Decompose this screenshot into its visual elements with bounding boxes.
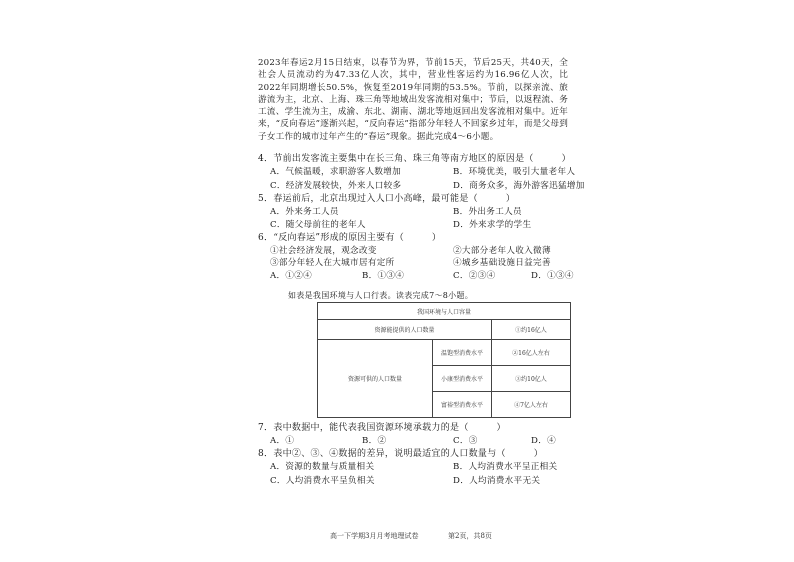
question-6-stem: 6．“反向春运”形成的原因主要有（ ） bbox=[258, 233, 442, 243]
table-title: 我国环境与人口容量 bbox=[318, 303, 571, 320]
question-7-option-d: D．④ bbox=[531, 436, 556, 446]
question-7-stem: 7．表中数据中，能代表我国资源环境承载力的是（ ） bbox=[258, 423, 506, 433]
table-level-3: 富裕型消费水平 bbox=[433, 392, 492, 418]
table-intro: 如表是我国环境与人口行表。读表完成7～8小题。 bbox=[288, 291, 474, 300]
question-4-option-b: B．环境优美，吸引大量老年人 bbox=[453, 167, 576, 177]
population-capacity-table bbox=[317, 302, 571, 418]
question-4-stem: 4．节前出发客流主要集中在长三角、珠三角等南方地区的原因是（ ） bbox=[258, 154, 571, 164]
question-8-option-c: C．人均消费水平呈负相关 bbox=[270, 476, 375, 486]
footer-exam-title: 高一下学期3月月考地理试卷 bbox=[330, 532, 419, 540]
question-7-option-c: C．③ bbox=[453, 436, 478, 446]
question-5-option-a: A．外来务工人员 bbox=[270, 207, 339, 217]
question-6-option-d: D．①③④ bbox=[531, 271, 574, 281]
table-value-2: ②16亿人左右 bbox=[492, 340, 571, 366]
question-5-option-b: B．外出务工人员 bbox=[453, 207, 522, 217]
question-6-option-c: C．②③④ bbox=[453, 271, 496, 281]
table-row1-value: ①约16亿人 bbox=[492, 320, 571, 340]
question-8-option-a: A．资源的数量与质量相关 bbox=[270, 462, 375, 472]
question-6-statement-4: ④城乡基础设施日益完善 bbox=[453, 258, 551, 268]
question-6-statement-3: ③部分年轻人在大城市居有定所 bbox=[270, 258, 395, 268]
table-level-1: 温饱型消费水平 bbox=[433, 340, 492, 366]
question-4-option-c: C．经济发展较快，外来人口较多 bbox=[270, 181, 402, 191]
question-5-option-d: D．外来求学的学生 bbox=[453, 220, 532, 230]
question-6-option-a: A．①②④ bbox=[270, 271, 313, 281]
question-8-option-b: B．人均消费水平呈正相关 bbox=[453, 462, 558, 472]
question-6-option-b: B．①③④ bbox=[362, 271, 405, 281]
question-4-option-a: A．气候温暖，求职游客人数增加 bbox=[270, 167, 402, 177]
question-7-option-b: B．② bbox=[362, 436, 387, 446]
table-level-2: 小康型消费水平 bbox=[433, 366, 492, 392]
question-5-option-c: C．随父母前往的老年人 bbox=[270, 220, 366, 230]
table-value-4: ④7亿人左右 bbox=[492, 392, 571, 418]
question-6-statement-2: ②大部分老年人收入微薄 bbox=[453, 246, 551, 256]
question-8-option-d: D．人均消费水平无关 bbox=[453, 476, 541, 486]
table-group-label: 资源可供的人口数量 bbox=[318, 340, 433, 418]
reading-passage: 2023年春运2月15日结束，以春节为界，节前15天，节后25天，共40天，全社会人员流动约为47.33亿人次，其中，营业性客运约为16.96亿人次，比2022年同期增长50.5%，恢复至2019年同期的53.5%。节前，以探亲流、旅游流为主，北京、上海、珠三角等地域出发客流相对集中；节后，以返程流、务工流、学生流为主，成渝、东北、湖南、湖北等地返回出发客流相对集中。近年来，“反向春运”逐渐兴起，“反向春运”指部分年轻人不回家乡过年，而是父母到子女工作的城市过年产生的“春运”现象。据此完成4～6小题。 bbox=[258, 58, 568, 142]
question-7-option-a: A．① bbox=[270, 436, 295, 446]
question-5-stem: 5．春运前后，北京出现过入人口小高峰，最可能是（ ） bbox=[258, 194, 516, 204]
question-6-statement-1: ①社会经济发展，观念改变 bbox=[270, 246, 377, 256]
table-value-3: ③约10亿人 bbox=[492, 366, 571, 392]
question-8-stem: 8．表中②、③、④数据的差异，说明最适宜的人口数量与（ ） bbox=[258, 449, 544, 459]
table-row1-label: 资源能提供的人口数量 bbox=[318, 320, 492, 340]
footer-page-number: 第2页，共8页 bbox=[448, 532, 492, 540]
question-4-option-d: D．商务众多，海外游客迅猛增加 bbox=[453, 181, 585, 191]
